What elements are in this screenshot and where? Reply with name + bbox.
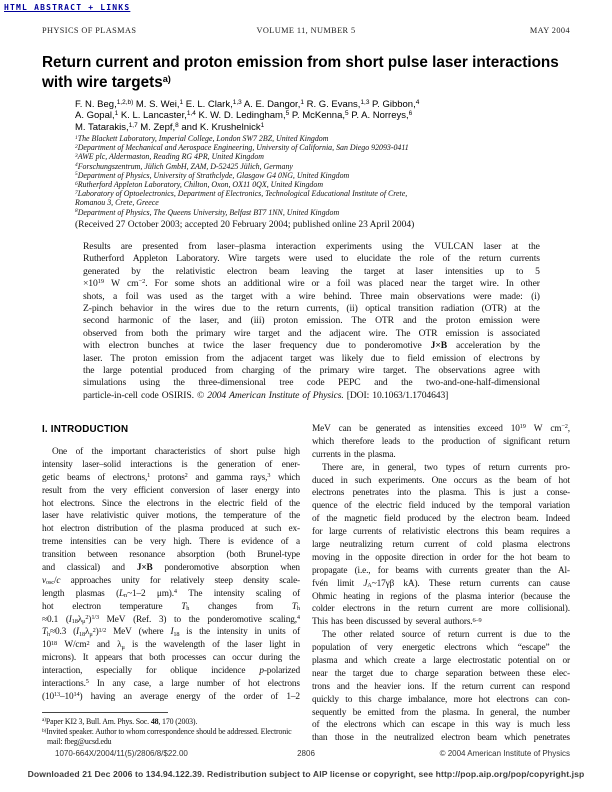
affiliation-line: $^4$Forschungszentrum, Jülich GmbH, ZAM, D-52425 Jülich, Germany <box>75 161 293 171</box>
footnote-rule <box>42 712 168 713</box>
body-text-line: getic beams of electrons,$^1$ protons$^2$ and gamma rays,$^3$ which <box>42 471 300 483</box>
body-text-line: than those in the neutralized electron beam which penetrates <box>312 733 570 744</box>
body-text-line: trons and the heavier ions. If the return current can respond <box>312 681 570 692</box>
body-text-line: There are, in general, two types of return currents pro- <box>322 462 570 473</box>
affiliation-line: $^8$Department of Physics, The Queens University, Belfast BT7 1NN, United Kingdom <box>75 207 340 217</box>
body-text-line: quence of the electric field induced by the temporal variation <box>312 501 570 512</box>
abstract-line: Results are presented from laser–plasma interaction experiments using the VULCAN laser at the <box>83 241 540 252</box>
body-text-line: microns). It appears that both processes can occur during the <box>42 653 300 664</box>
affiliation-line: $^1$The Blackett Laboratory, Imperial College, London SW7 2BZ, United Kingdom <box>75 134 329 143</box>
body-text-line: population of very energetic electrons which “escape” the <box>312 643 570 654</box>
issue-date: MAY 2004 <box>529 26 570 35</box>
page-footer <box>42 749 570 760</box>
body-text-line: propagate (i.e., for beams with currents greater than the Al- <box>312 565 570 576</box>
abstract-line: particle-in-cell code OSIRIS. © 2004 American Institute of Physics. [DOI: 10.1063/1.1704643] <box>83 389 449 401</box>
abstract-line: Z-pinch behavior in the wires due to the return currents, (ii) optical transition radiation (OTR) at the <box>83 302 540 314</box>
download-stamp: Downloaded 21 Dec 2006 to 134.94.122.39. Redistribution subject to AIP license or copyright, see http://pop.aip.org/pop/copyright.jsp <box>27 769 585 779</box>
abstract-line: Rutherford Appleton Laboratory. Wire targets were used to elucidate the role of the return currents <box>83 253 540 265</box>
body-text-line: duced in such experiments. One occurs as the beam of hot <box>312 475 570 486</box>
body-text-line: $v_{osc}/c$ approaches unity for relatively steep density scale- <box>42 575 300 587</box>
affiliation-line: $^6$Rutherford Appleton Laboratory, Chilton, Oxon, OX11 0QX, United Kingdom <box>75 180 324 190</box>
abstract <box>83 241 540 402</box>
abstract-line: the large potential produced from charging of the primary wire target. The observations agree with <box>83 364 540 376</box>
body-text-line: intensity laser–solid interactions is the generation of ener- <box>42 459 300 470</box>
footer-page-number: 2806 <box>297 749 315 758</box>
body-text-line: $T_h\approx 0.3$ $(I_{18}\lambda_\mu^2)^{1/2}$ MeV (where $I_{18}$ is the intensity in units of <box>42 626 300 639</box>
author-line: M. Tatarakis,$^{1,7}$ M. Zepf,$^8$ and K. Krushelnick$^1$ <box>75 121 265 133</box>
body-text-line: One of the important characteristics of short pulse high <box>52 447 300 457</box>
body-text-line: ≈0.1 $(I_{18}\lambda_\mu^2)^{1/3}$ MeV (Ref. 3) to the ponderomotive scaling,$^4$ <box>42 613 300 626</box>
body-text-line: hot electrons. Since the electrons in the electric field of the <box>42 498 300 509</box>
body-text-line: hot electron temperature $T_h$ changes from $T_h$ <box>42 601 300 613</box>
abstract-line: observed from both the primary wire target and the adjacent wire. The OTR emission is associated <box>83 327 540 339</box>
body-text-line: plasma and which create a large electrostatic potential on or <box>312 656 570 667</box>
affiliation-line: $^7$Laboratory of Optoelectronics, Department of Electronics, Technological Educational Institute of Crete, <box>75 189 408 199</box>
article-title-line: Return current and proton emission from short pulse laser interactions <box>42 54 559 71</box>
body-text-line: of the electrons which can escape in this way is much less <box>312 720 570 731</box>
body-text-line: treme intensities can be very high. There is evidence of a <box>42 537 300 548</box>
affiliation-line: $^2$Department of Mechanical and Aerospace Engineering, University of California, San Diego 92093-0411 <box>75 143 409 153</box>
author-list <box>75 99 419 133</box>
body-text-line: currents in the plasma. <box>312 449 396 460</box>
body-text-line: which therefore leads to the production of significant return <box>312 436 570 447</box>
body-text-line: $10^{18}$ $W/cm^2$ and $\lambda_\mu$ is the wavelength of the laser light in <box>42 639 300 651</box>
right-column <box>312 424 570 746</box>
html-abstract-links-link[interactable]: HTML ABSTRACT + LINKS <box>4 3 131 12</box>
article-title-line: with wire targets$^{a)}$ <box>42 73 171 91</box>
affiliation-list <box>75 134 409 217</box>
body-text-line: length plasmas ($L_n\sim 1-2$ μm).$^4$ The intensity scaling of <box>42 587 300 600</box>
body-text-line: for large currents of relativistic electrons this beam requires a <box>312 527 570 538</box>
body-text-line: quickly to this charge imbalance, more hot electrons can con- <box>312 694 570 705</box>
footer-issn: 1070-664X/2004/11(5)/2806/8/$22.00 <box>55 749 188 758</box>
body-text-line: sequently be emitted from the plasma. In general, the number <box>312 707 570 718</box>
body-text-line: interactions.$^5$ In any case, a large number of hot electrons <box>42 678 300 690</box>
masthead <box>42 26 570 38</box>
affiliation-line: Romanou 3, Crete, Greece <box>75 198 159 208</box>
footnotes <box>42 717 300 747</box>
abstract-line: $\times 10^{19}$ W $cm^{-2}$. For some shots an additional wire or a foil was placed near the target wire. In other <box>83 278 540 290</box>
body-text-line: transition between resonance absorption (both Brunel-type <box>42 550 300 561</box>
affiliation-line: $^3$AWE plc, Aldermaston, Reading RG 4PR, United Kingdom <box>75 152 264 162</box>
body-text-line: result from the very efficient conversion of laser energy into <box>42 485 300 496</box>
body-text-line: The other related source of return current is due to the <box>322 630 570 641</box>
article-title <box>42 53 582 92</box>
abstract-line: with electron bunches at twice the laser frequency due to ponderomotive J×B acceleration by the <box>83 340 540 352</box>
author-line: F. N. Beg,$^{1,2,b)}$ M. S. Wei,$^1$ E. L. Clark,$^{1,3}$ A. E. Dangor,$^1$ R. G. Evans,$^{1,3}$ P. Gibbon,$^4$ <box>75 99 420 110</box>
body-text-line: interaction, especially for oblique incidence p-polarized <box>42 666 300 677</box>
author-line: A. Gopal,$^1$ K. L. Lancaster,$^{1,4}$ K. W. D. Ledingham,$^5$ P. McKenna,$^5$ P. A. Norreys,$^6$ <box>75 110 413 122</box>
footnote-line: $^{a)}$Paper KI2 3, Bull. Am. Phys. Soc. 48, 170 (2003). <box>42 716 198 726</box>
affiliation-line: $^5$Department of Physics, University of Strathclyde, Glasgow G4 0NG, United Kingdom <box>75 170 350 180</box>
body-text-line: MeV can be generated as intensities exceed $10^{19}$ W $cm^{-2}$, <box>312 423 570 434</box>
left-column-text <box>42 447 300 705</box>
abstract-line: second harmonic of the laser, and (iii) proton emission. The OTR and the proton emission were <box>83 315 540 327</box>
body-text-line: large neutralizing return current of cold plasma electrons <box>312 540 570 551</box>
body-text-line: colder electrons in the return current are more collisional). <box>312 604 570 615</box>
section-heading-introduction: I. INTRODUCTION <box>42 424 129 435</box>
body-text-line: electrons penetrates into the plasma. This is just a conse- <box>312 488 570 499</box>
abstract-line: laser. The proton emission from the adjacent target was likely due to field emission of electrons by <box>83 352 540 364</box>
body-text-line: This has been discussed by several authors.$^{6-9}$ <box>312 616 482 628</box>
journal-name: PHYSICS OF PLASMAS <box>42 26 137 35</box>
body-text-line: Ohmic heating in regions of the plasma interior (because the <box>312 591 570 602</box>
body-text-line: $(10^{13}-10^{14})$ having an average energy of the order of 1–2 <box>42 691 300 702</box>
abstract-line: shots, a foil was used as the target with a wire behind. Three main observations were made: (i) <box>83 290 540 302</box>
received-line: (Received 27 October 2003; accepted 20 February 2004; published online 23 April 2004) <box>75 220 415 230</box>
abstract-line: simulations using the three-dimensional tree code PEPC and the two-and-one-half-dimensional <box>83 377 540 389</box>
body-text-line: of the magnetic field produced by the electron beam. Indeed <box>312 514 570 525</box>
abstract-line: generated by the relativistic electron beam leaving the target at laser intensities up to 5 <box>83 265 540 277</box>
footer-copyright: © 2004 American Institute of Physics <box>439 749 570 758</box>
body-text-line: moving in the opposite direction in order for the hot beam to <box>312 552 570 563</box>
body-text-line: laser have relativistic quiver motions, the temperature of the <box>42 511 300 522</box>
volume-issue: VOLUME 11, NUMBER 5 <box>256 26 356 35</box>
body-text-line: and classical) and J×B ponderomotive absorption when <box>42 563 300 574</box>
body-text-line: near the target due to charge separation between these elec- <box>312 668 570 679</box>
body-text-line: hot electron distribution of the plasma produced at such ex- <box>42 524 300 535</box>
body-text-line: fvén limit $J_A\sim 17\gamma\beta$ kA). These return currents can cause <box>312 578 570 590</box>
left-column <box>42 424 300 748</box>
footnote-line: $^{b)}$Invited speaker. Author to whom correspondence should be addressed. Electronic mail: fbeg@ucsd.edu <box>42 727 292 746</box>
right-column-text <box>312 424 570 746</box>
